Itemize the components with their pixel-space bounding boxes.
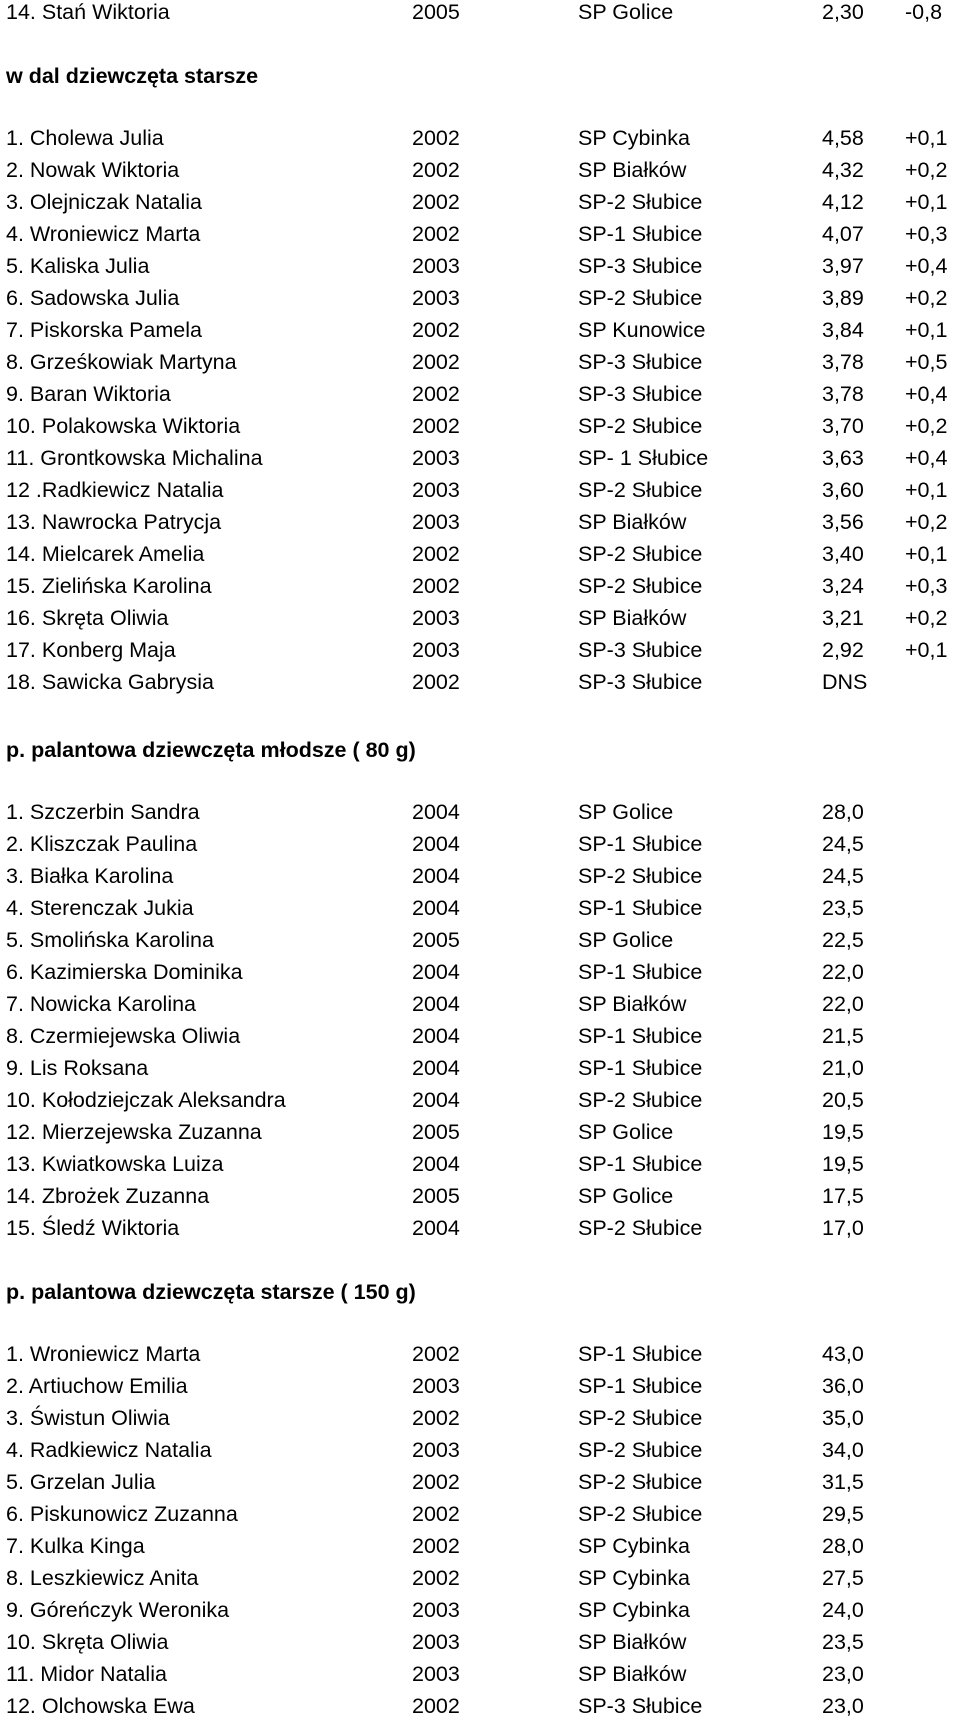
wind-value: +0,2 bbox=[905, 286, 948, 310]
birth-year: 2005 bbox=[412, 1120, 460, 1144]
school-name: SP-1 Słubice bbox=[578, 832, 703, 856]
result-value: 24,0 bbox=[822, 1598, 864, 1622]
birth-year: 2003 bbox=[412, 606, 460, 630]
school-name: SP-2 Słubice bbox=[578, 1502, 703, 1526]
school-name: SP-1 Słubice bbox=[578, 1024, 703, 1048]
school-name: SP Białków bbox=[578, 158, 687, 182]
school-name: SP-1 Słubice bbox=[578, 1374, 703, 1398]
school-name: SP-3 Słubice bbox=[578, 638, 703, 662]
birth-year: 2002 bbox=[412, 542, 460, 566]
athlete-name: 5. Kaliska Julia bbox=[6, 254, 150, 278]
birth-year: 2003 bbox=[412, 1374, 460, 1398]
birth-year: 2002 bbox=[412, 574, 460, 598]
wind-value: +0,1 bbox=[905, 478, 948, 502]
birth-year: 2002 bbox=[412, 1342, 460, 1366]
athlete-name: 10. Polakowska Wiktoria bbox=[6, 414, 241, 438]
athlete-name: 4. Radkiewicz Natalia bbox=[6, 1438, 212, 1462]
birth-year: 2002 bbox=[412, 222, 460, 246]
athlete-name: 18. Sawicka Gabrysia bbox=[6, 670, 214, 694]
athlete-name: 14. Mielcarek Amelia bbox=[6, 542, 205, 566]
result-value: 3,78 bbox=[822, 382, 864, 406]
birth-year: 2002 bbox=[412, 350, 460, 374]
result-value: 36,0 bbox=[822, 1374, 864, 1398]
athlete-name: 1. Wroniewicz Marta bbox=[6, 1342, 201, 1366]
school-name: SP Golice bbox=[578, 1120, 674, 1144]
athlete-name: 6. Kazimierska Dominika bbox=[6, 960, 243, 984]
result-value: 2,92 bbox=[822, 638, 864, 662]
birth-year: 2004 bbox=[412, 1088, 460, 1112]
result-value: 3,40 bbox=[822, 542, 864, 566]
result-value: 21,0 bbox=[822, 1056, 864, 1080]
birth-year: 2002 bbox=[412, 190, 460, 214]
birth-year: 2002 bbox=[412, 1566, 460, 1590]
birth-year: 2003 bbox=[412, 638, 460, 662]
result-value: 43,0 bbox=[822, 1342, 864, 1366]
school-name: SP Cybinka bbox=[578, 1566, 690, 1590]
result-value: 28,0 bbox=[822, 800, 864, 824]
result-value: 31,5 bbox=[822, 1470, 864, 1494]
school-name: SP Kunowice bbox=[578, 318, 706, 342]
result-value: 3,97 bbox=[822, 254, 864, 278]
result-value: 4,07 bbox=[822, 222, 864, 246]
birth-year: 2005 bbox=[412, 928, 460, 952]
athlete-name: 10. Kołodziejczak Aleksandra bbox=[6, 1088, 286, 1112]
school-name: SP-2 Słubice bbox=[578, 864, 703, 888]
result-value: 27,5 bbox=[822, 1566, 864, 1590]
wind-value: +0,4 bbox=[905, 254, 948, 278]
birth-year: 2005 bbox=[412, 1184, 460, 1208]
wind-value: +0,3 bbox=[905, 222, 948, 246]
athlete-name: 3. Olejniczak Natalia bbox=[6, 190, 202, 214]
athlete-name: 7. Piskorska Pamela bbox=[6, 318, 202, 342]
wind-value: -0,8 bbox=[905, 0, 943, 24]
birth-year: 2002 bbox=[412, 1694, 460, 1718]
birth-year: 2004 bbox=[412, 1024, 460, 1048]
result-value: 35,0 bbox=[822, 1406, 864, 1430]
athlete-name: 9. Lis Roksana bbox=[6, 1056, 149, 1080]
birth-year: 2002 bbox=[412, 1502, 460, 1526]
athlete-name: 12. Mierzejewska Zuzanna bbox=[6, 1120, 262, 1144]
section-heading: w dal dziewczęta starsze bbox=[6, 64, 259, 88]
wind-value: +0,1 bbox=[905, 190, 948, 214]
birth-year: 2003 bbox=[412, 254, 460, 278]
birth-year: 2004 bbox=[412, 1152, 460, 1176]
wind-value: +0,5 bbox=[905, 350, 948, 374]
athlete-name: 6. Piskunowicz Zuzanna bbox=[6, 1502, 238, 1526]
result-value: 4,32 bbox=[822, 158, 864, 182]
birth-year: 2004 bbox=[412, 992, 460, 1016]
result-value: 19,5 bbox=[822, 1152, 864, 1176]
birth-year: 2002 bbox=[412, 1470, 460, 1494]
school-name: SP-2 Słubice bbox=[578, 1438, 703, 1462]
athlete-name: 8. Grześkowiak Martyna bbox=[6, 350, 237, 374]
result-value: 23,0 bbox=[822, 1694, 864, 1718]
wind-value: +0,2 bbox=[905, 606, 948, 630]
result-value: 4,58 bbox=[822, 126, 864, 150]
school-name: SP Golice bbox=[578, 0, 674, 24]
school-name: SP-1 Słubice bbox=[578, 960, 703, 984]
athlete-name: 7. Kulka Kinga bbox=[6, 1534, 145, 1558]
athlete-name: 13. Nawrocka Patrycja bbox=[6, 510, 222, 534]
athlete-name: 12 .Radkiewicz Natalia bbox=[6, 478, 224, 502]
result-value: 22,0 bbox=[822, 992, 864, 1016]
athlete-name: 2. Kliszczak Paulina bbox=[6, 832, 198, 856]
school-name: SP-2 Słubice bbox=[578, 1406, 703, 1430]
school-name: SP-1 Słubice bbox=[578, 1056, 703, 1080]
athlete-name: 4. Wroniewicz Marta bbox=[6, 222, 201, 246]
school-name: SP-1 Słubice bbox=[578, 1342, 703, 1366]
athlete-name: 14. Zbrożek Zuzanna bbox=[6, 1184, 210, 1208]
school-name: SP-2 Słubice bbox=[578, 414, 703, 438]
result-value: 17,5 bbox=[822, 1184, 864, 1208]
school-name: SP-2 Słubice bbox=[578, 1216, 703, 1240]
athlete-name: 6. Sadowska Julia bbox=[6, 286, 180, 310]
athlete-name: 15. Śledź Wiktoria bbox=[6, 1216, 180, 1240]
athlete-name: 4. Sterenczak Jukia bbox=[6, 896, 194, 920]
result-value: 4,12 bbox=[822, 190, 864, 214]
athlete-name: 8. Czermiejewska Oliwia bbox=[6, 1024, 241, 1048]
birth-year: 2004 bbox=[412, 864, 460, 888]
athlete-name: 2. Artiuchow Emilia bbox=[6, 1374, 188, 1398]
school-name: SP-3 Słubice bbox=[578, 670, 703, 694]
birth-year: 2002 bbox=[412, 1406, 460, 1430]
athlete-name: 1. Cholewa Julia bbox=[6, 126, 164, 150]
result-value: 22,0 bbox=[822, 960, 864, 984]
athlete-name: 9. Baran Wiktoria bbox=[6, 382, 171, 406]
result-value: 3,89 bbox=[822, 286, 864, 310]
school-name: SP-3 Słubice bbox=[578, 1694, 703, 1718]
athlete-name: 8. Leszkiewicz Anita bbox=[6, 1566, 199, 1590]
athlete-name: 7. Nowicka Karolina bbox=[6, 992, 197, 1016]
school-name: SP Białków bbox=[578, 510, 687, 534]
birth-year: 2002 bbox=[412, 126, 460, 150]
section-heading: p. palantowa dziewczęta starsze ( 150 g) bbox=[6, 1280, 416, 1304]
athlete-name: 11. Grontkowska Michalina bbox=[6, 446, 263, 470]
wind-value: +0,2 bbox=[905, 510, 948, 534]
athlete-name: 1. Szczerbin Sandra bbox=[6, 800, 200, 824]
school-name: SP Golice bbox=[578, 928, 674, 952]
wind-value: +0,1 bbox=[905, 638, 948, 662]
result-value: 24,5 bbox=[822, 864, 864, 888]
school-name: SP Golice bbox=[578, 1184, 674, 1208]
birth-year: 2003 bbox=[412, 510, 460, 534]
birth-year: 2003 bbox=[412, 1662, 460, 1686]
school-name: SP-2 Słubice bbox=[578, 1470, 703, 1494]
school-name: SP Białków bbox=[578, 992, 687, 1016]
athlete-name: 2. Nowak Wiktoria bbox=[6, 158, 180, 182]
result-value: 22,5 bbox=[822, 928, 864, 952]
school-name: SP-1 Słubice bbox=[578, 222, 703, 246]
wind-value: +0,4 bbox=[905, 382, 948, 406]
birth-year: 2002 bbox=[412, 1534, 460, 1558]
birth-year: 2003 bbox=[412, 446, 460, 470]
result-value: 3,21 bbox=[822, 606, 864, 630]
school-name: SP-3 Słubice bbox=[578, 350, 703, 374]
birth-year: 2002 bbox=[412, 382, 460, 406]
athlete-name: 17. Konberg Maja bbox=[6, 638, 176, 662]
athlete-name: 5. Grzelan Julia bbox=[6, 1470, 156, 1494]
athlete-name: 14. Stań Wiktoria bbox=[6, 0, 170, 24]
school-name: SP Cybinka bbox=[578, 1534, 690, 1558]
result-value: 20,5 bbox=[822, 1088, 864, 1112]
school-name: SP Cybinka bbox=[578, 126, 690, 150]
school-name: SP-2 Słubice bbox=[578, 1088, 703, 1112]
athlete-name: 16. Skręta Oliwia bbox=[6, 606, 169, 630]
result-value: 29,5 bbox=[822, 1502, 864, 1526]
school-name: SP Białków bbox=[578, 1630, 687, 1654]
athlete-name: 13. Kwiatkowska Luiza bbox=[6, 1152, 224, 1176]
athlete-name: 9. Góreńczyk Weronika bbox=[6, 1598, 230, 1622]
result-value: 2,30 bbox=[822, 0, 864, 24]
birth-year: 2004 bbox=[412, 896, 460, 920]
result-value: 3,84 bbox=[822, 318, 864, 342]
birth-year: 2005 bbox=[412, 0, 460, 24]
birth-year: 2002 bbox=[412, 158, 460, 182]
school-name: SP-3 Słubice bbox=[578, 254, 703, 278]
result-value: 3,24 bbox=[822, 574, 864, 598]
wind-value: +0,2 bbox=[905, 158, 948, 182]
athlete-name: 15. Zielińska Karolina bbox=[6, 574, 212, 598]
result-value: 3,78 bbox=[822, 350, 864, 374]
school-name: SP Białków bbox=[578, 606, 687, 630]
birth-year: 2004 bbox=[412, 1056, 460, 1080]
result-value: 19,5 bbox=[822, 1120, 864, 1144]
section-heading: p. palantowa dziewczęta młodsze ( 80 g) bbox=[6, 738, 416, 762]
wind-value: +0,1 bbox=[905, 318, 948, 342]
athlete-name: 3. Białka Karolina bbox=[6, 864, 174, 888]
wind-value: +0,1 bbox=[905, 126, 948, 150]
birth-year: 2004 bbox=[412, 832, 460, 856]
school-name: SP-3 Słubice bbox=[578, 382, 703, 406]
result-value: 3,56 bbox=[822, 510, 864, 534]
result-value: 3,63 bbox=[822, 446, 864, 470]
result-value: 21,5 bbox=[822, 1024, 864, 1048]
school-name: SP Białków bbox=[578, 1662, 687, 1686]
result-value: DNS bbox=[822, 670, 868, 694]
wind-value: +0,4 bbox=[905, 446, 948, 470]
school-name: SP Golice bbox=[578, 800, 674, 824]
birth-year: 2003 bbox=[412, 478, 460, 502]
school-name: SP-1 Słubice bbox=[578, 1152, 703, 1176]
result-value: 3,60 bbox=[822, 478, 864, 502]
wind-value: +0,1 bbox=[905, 542, 948, 566]
school-name: SP-2 Słubice bbox=[578, 286, 703, 310]
result-value: 34,0 bbox=[822, 1438, 864, 1462]
birth-year: 2004 bbox=[412, 800, 460, 824]
school-name: SP-2 Słubice bbox=[578, 190, 703, 214]
birth-year: 2002 bbox=[412, 318, 460, 342]
result-value: 24,5 bbox=[822, 832, 864, 856]
birth-year: 2003 bbox=[412, 286, 460, 310]
athlete-name: 12. Olchowska Ewa bbox=[6, 1694, 195, 1718]
athlete-name: 3. Świstun Oliwia bbox=[6, 1406, 170, 1430]
result-value: 28,0 bbox=[822, 1534, 864, 1558]
result-value: 23,0 bbox=[822, 1662, 864, 1686]
birth-year: 2003 bbox=[412, 1438, 460, 1462]
result-value: 23,5 bbox=[822, 896, 864, 920]
school-name: SP-2 Słubice bbox=[578, 574, 703, 598]
wind-value: +0,3 bbox=[905, 574, 948, 598]
result-value: 3,70 bbox=[822, 414, 864, 438]
wind-value: +0,2 bbox=[905, 414, 948, 438]
birth-year: 2002 bbox=[412, 670, 460, 694]
school-name: SP- 1 Słubice bbox=[578, 446, 709, 470]
birth-year: 2002 bbox=[412, 414, 460, 438]
school-name: SP Cybinka bbox=[578, 1598, 690, 1622]
athlete-name: 5. Smolińska Karolina bbox=[6, 928, 214, 952]
birth-year: 2004 bbox=[412, 960, 460, 984]
athlete-name: 11. Midor Natalia bbox=[6, 1662, 167, 1686]
school-name: SP-2 Słubice bbox=[578, 478, 703, 502]
birth-year: 2003 bbox=[412, 1598, 460, 1622]
school-name: SP-2 Słubice bbox=[578, 542, 703, 566]
result-value: 17,0 bbox=[822, 1216, 864, 1240]
birth-year: 2003 bbox=[412, 1630, 460, 1654]
birth-year: 2004 bbox=[412, 1216, 460, 1240]
result-value: 23,5 bbox=[822, 1630, 864, 1654]
athlete-name: 10. Skręta Oliwia bbox=[6, 1630, 169, 1654]
school-name: SP-1 Słubice bbox=[578, 896, 703, 920]
